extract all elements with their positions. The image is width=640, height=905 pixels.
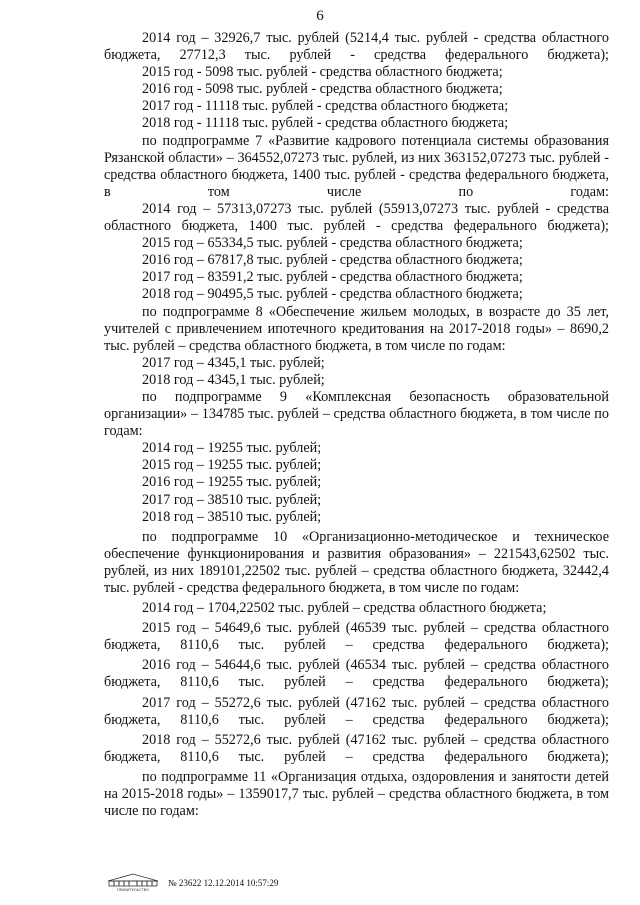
paragraph-2016-subprogram-10: 2016 год – 54644,6 тыс. рублей (46534 тыс. рублей – средства областного бюджета, 8110,6 тыс. рублей – средства федерального бюджета); (104, 657, 609, 691)
paragraph-2014-subprogram-9: 2014 год – 19255 тыс. рублей; (142, 440, 322, 457)
paragraph-2018-subprogram-8: 2018 год – 4345,1 тыс. рублей; (142, 371, 325, 388)
paragraph-subprogram-11: по подпрограмме 11 «Организация отдыха, оздоровления и занятости детей на 2015-2018 годы» – 1359017,7 тыс. рублей – средства областного бюджета, в том числе по годам: (104, 768, 609, 820)
paragraph-2017-subprogram-8: 2017 год – 4345,1 тыс. рублей; (142, 354, 325, 371)
paragraph-subprogram-9: по подпрограмме 9 «Комплексная безопасность образовательной организации» – 134785 тыс. рублей – средства областного бюджета, в том числе по годам: (104, 388, 609, 440)
document-registration-stamp: № 23622 12.12.2014 10:57:29 (168, 878, 279, 888)
page-number: 6 (316, 8, 324, 24)
paragraph-2015-subprogram-6: 2015 год - 5098 тыс. рублей - средства областного бюджета; (142, 64, 503, 81)
document-body (104, 30, 609, 820)
paragraph-2018-subprogram-10: 2018 год – 55272,6 тыс. рублей (47162 тыс. рублей – средства областного бюджета, 8110,6 тыс. рублей – средства федерального бюджета); (104, 731, 609, 765)
paragraph-2017-subprogram-9: 2017 год – 38510 тыс. рублей; (142, 491, 322, 508)
emblem-caption: ПРАВИТЕЛЬСТВО (116, 888, 150, 892)
paragraph-2016-subprogram-6: 2016 год - 5098 тыс. рублей - средства областного бюджета; (142, 81, 503, 98)
paragraph-2018-subprogram-9: 2018 год – 38510 тыс. рублей; (142, 508, 322, 525)
paragraph-2014-subprogram-6: 2014 год – 32926,7 тыс. рублей (5214,4 тыс. рублей - средства областного бюджета, 27712,3 тыс. рублей - средства федерального бюджета); (104, 30, 609, 64)
paragraph-2014-subprogram-7: 2014 год – 57313,07273 тыс. рублей (55913,07273 тыс. рублей - средства областного бюджета, 1400 тыс. рублей - средства федерального бюджета); (104, 200, 609, 235)
paragraph-subprogram-8: по подпрограмме 8 «Обеспечение жильем молодых, в возрасте до 35 лет, учителей с привлечением ипотечного кредитования на 2017-2018 годы» – 8690,2 тыс. рублей – средства областного бюджета, в том числе по годам: (104, 303, 609, 354)
paragraph-2015-subprogram-9: 2015 год – 19255 тыс. рублей; (142, 457, 322, 474)
paragraph-2018-subprogram-7: 2018 год – 90495,5 тыс. рублей - средства областного бюджета; (142, 286, 523, 303)
paragraph-2018-subprogram-6: 2018 год - 11118 тыс. рублей - средства областного бюджета; (142, 115, 509, 132)
paragraph-2017-subprogram-10: 2017 год – 55272,6 тыс. рублей (47162 тыс. рублей – средства областного бюджета, 8110,6 тыс. рублей – средства федерального бюджета); (104, 694, 609, 728)
government-emblem-icon (104, 872, 162, 892)
paragraph-2017-subprogram-6: 2017 год - 11118 тыс. рублей - средства областного бюджета; (142, 98, 509, 115)
paragraph-2015-subprogram-7: 2015 год – 65334,5 тыс. рублей - средства областного бюджета; (142, 235, 523, 252)
paragraph-2015-subprogram-10: 2015 год – 54649,6 тыс. рублей (46539 тыс. рублей – средства областного бюджета, 8110,6 тыс. рублей – средства федерального бюджета); (104, 620, 609, 654)
paragraph-subprogram-10: по подпрограмме 10 «Организационно-методическое и техническое обеспечение функционирования и развития образования» – 221543,62502 тыс. рублей, из них 189101,22502 тыс. рублей – средства областного бюджета, 32442,4 тыс. рублей - средства федерального бюджета, в том числе по годам: (104, 528, 609, 596)
paragraph-2016-subprogram-7: 2016 год – 67817,8 тыс. рублей - средства областного бюджета; (142, 252, 523, 269)
paragraph-2017-subprogram-7: 2017 год – 83591,2 тыс. рублей - средства областного бюджета; (142, 269, 523, 286)
paragraph-2014-subprogram-10: 2014 год – 1704,22502 тыс. рублей – средства областного бюджета; (142, 600, 547, 617)
paragraph-subprogram-7: по подпрограмме 7 «Развитие кадрового потенциала системы образования Рязанской области» – 364552,07273 тыс. рублей, из них 363152,07273 тыс. рублей - средства областного бюджета, 1400 тыс. рублей - средства федерального бюджета, в том числе по годам: (104, 132, 609, 200)
paragraph-2016-subprogram-9: 2016 год – 19255 тыс. рублей; (142, 474, 322, 491)
registration-footer (104, 870, 278, 892)
